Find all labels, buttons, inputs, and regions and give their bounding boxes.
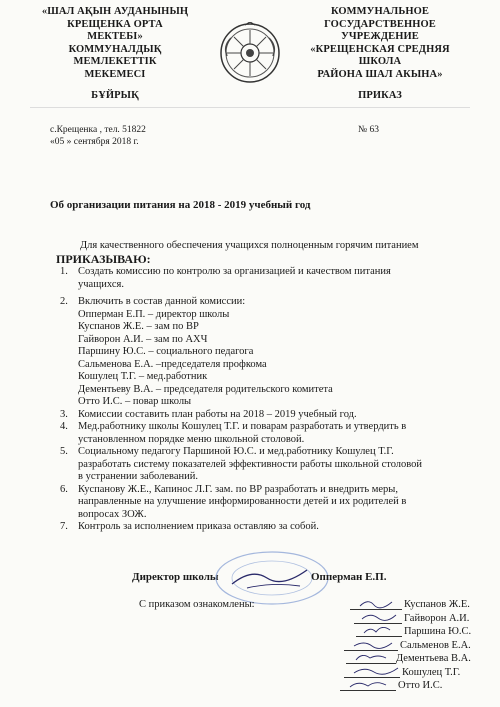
item-line: Опперман Е.П. – директор школы [78,308,230,320]
item-line: вопросах ЗОЖ. [78,508,147,520]
order-item [60,266,478,291]
doc-type-ru: ПРИКАЗ [358,90,402,101]
acquainted-signatures [340,596,410,696]
order-title: Об организации питания на 2018 - 2019 учебный год [50,199,311,211]
acquainted-name: Куспанов Ж.Е. [404,599,470,610]
order-item [60,408,478,422]
item-number: 3. [60,408,68,420]
item-line: Комиссии составить план работы на 2018 – 2019 учебный год. [78,408,357,420]
item-line: направленные на улучшение информированности детей и их родителей в [78,496,407,507]
order-items [60,266,478,534]
order-date: «05 » сентября 2018 г. [50,137,139,147]
acquainted-name: Дементьева В.А. [396,653,471,664]
item-number: 5. [60,446,68,457]
item-line: Куспанову Ж.Е., Капинос Л.Г. зам. по ВР разработать и внедрить меры, [78,483,398,495]
acquainted-name: Гайворон А.И. [404,612,470,624]
header-right-line: ШКОЛА [358,56,402,67]
location-phone: с.Крещенка , тел. 51822 [50,125,146,135]
item-line: Гайворон А.И. – зам по АХЧ [78,333,208,345]
item-line: Сальменова Е.А. –председателя профкома [78,358,267,370]
item-number: 1. [60,266,68,277]
item-line: учащихся. [78,278,124,290]
item-line: Контроль за исполнением приказа оставляю за собой. [78,521,319,532]
header-right-line: ГОСУДАРСТВЕННОЕ [324,18,436,30]
item-line: Создать комиссию по контролю за организацией и качеством питания [78,266,391,277]
item-number: 7. [60,521,68,532]
header-left-line: КОММУНАЛДЫҚ [68,43,162,55]
item-number: 6. [60,483,68,495]
item-number: 2. [60,296,68,307]
header-divider [30,107,470,108]
acquainted-name: Сальменов Е.А. [400,639,471,651]
order-item [60,446,478,484]
order-word: ПРИКАЗЫВАЮ: [56,252,151,266]
order-number: № 63 [358,125,379,135]
state-emblem-icon [219,22,281,84]
signature-name: Опперман Е.П. [311,571,387,583]
item-line: Включить в состав данной комиссии: [78,296,246,307]
header-right [290,6,470,81]
item-line: установленном порядке меню школьной столовой. [78,433,305,445]
acquainted-name: Отто И.С. [398,680,443,691]
header-left-line: «ШАЛ АҚЫН АУДАНЫНЫҢ [41,6,189,17]
item-line: в устранении заболеваний. [78,471,199,482]
header-left [30,6,200,81]
order-item [60,421,478,446]
item-number: 4. [60,421,68,432]
item-line: Паршину Ю.С. – социального педагога [78,346,254,357]
item-line: Социальному педагогу Паршиной Ю.С. и мед.работнику Кошулец Т.Г. [78,446,394,457]
item-line: Мед.работнику школы Кошулец Т.Г. и поварам разработать и утвердить в [78,421,407,432]
header-right-line: КОММУНАЛЬНОЕ [330,6,430,17]
intro-text: Для качественного обеспечения учащихся полноценным горячим питанием [80,240,419,251]
acquainted-name: Кошулец Т.Г. [402,666,461,678]
header-right-line: РАЙОНА ШАЛ АКЫНА» [317,68,443,80]
item-line: Кошулец Т.Г. – мед.работник [78,371,208,382]
doc-type-kz: БҰЙРЫҚ [91,90,139,101]
order-item [60,483,478,522]
order-item [60,521,478,534]
header-right-line: «КРЕЩЕНСКАЯ СРЕДНЯЯ [310,43,450,55]
header-left-line: МЕКЕМЕСІ [84,68,146,80]
item-line: Куспанов Ж.Е. – зам по ВР [78,321,199,332]
header-left-line: МЕМЛЕКЕТТІК [73,56,157,67]
signature-role: Директор школы [132,571,219,583]
order-item [60,296,478,409]
header-right-line: УЧРЕЖДЕНИЕ [341,31,419,42]
item-line: Отто И.С. – повар школы [78,396,192,407]
acquainted-label: С приказом ознакомлены: [139,599,255,610]
item-line: Дементьеву В.А. – председателя родительского комитета [78,383,333,395]
acquainted-name: Паршина Ю.С. [404,626,472,637]
header-left-line: МЕКТЕБІ» [87,31,143,42]
item-line: разработать систему показателей эффективности работы школьной столовой [78,458,423,470]
header-left-line: КРЕЩЕНКА ОРТА [67,18,163,30]
